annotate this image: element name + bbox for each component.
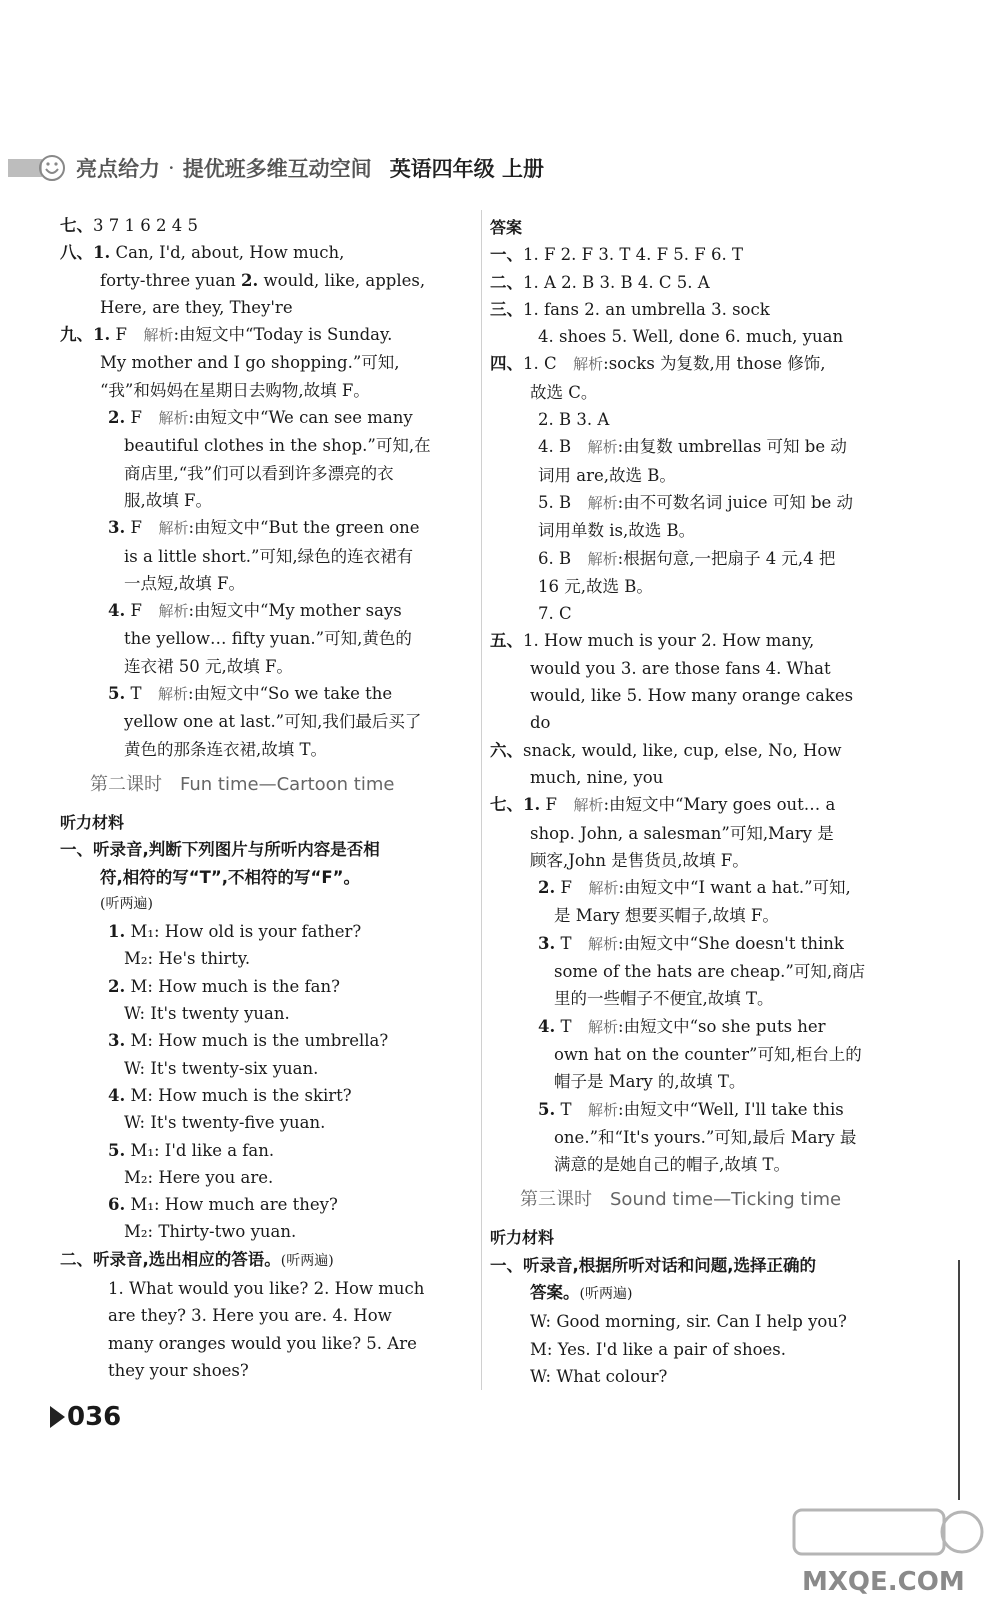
a4-item-4-line-1: :由复数 umbrellas 可知 be 动 xyxy=(617,437,847,457)
s9-item-3-number: 3. xyxy=(108,518,126,538)
q1-instruction-line-1: 听录音,判断下列图片与所听内容是否相 xyxy=(93,840,380,860)
s8-line-2: forty-three yuan xyxy=(100,270,236,290)
a4-item-4: 4. B xyxy=(538,437,572,457)
a7-item-1-answer: F xyxy=(545,795,557,815)
a4-item-6-line-1: :根据句意,一把扇子 4 元,4 把 xyxy=(617,548,836,568)
l3-q1-note: (听两遍) xyxy=(579,1285,633,1302)
answer-2-number: 二、 xyxy=(490,272,523,292)
s9-item-4-answer: F xyxy=(130,601,142,621)
column-divider xyxy=(481,210,482,1390)
a7-item-1-line-2: shop. John, a salesman”可知,Mary 是 xyxy=(530,823,834,843)
s9-item-3-line-3: 一点短,故填 F。 xyxy=(124,573,245,593)
a4-item-7: 7. C xyxy=(538,604,572,624)
listening-q1 xyxy=(60,836,472,1245)
s9-item-1-line-3: “我”和妈妈在星期日去购物,故填 F。 xyxy=(100,380,370,400)
a7-item-2-line-2: 是 Mary 想要买帽子,故填 F。 xyxy=(554,906,779,926)
s9-item-2-label: 解析 xyxy=(158,409,189,428)
s8-item-1-number: 1. xyxy=(93,243,111,263)
brand-logo-icon xyxy=(8,153,68,183)
a7-item-1-line-3: 顾客,John 是售货员,故填 F。 xyxy=(530,850,749,870)
q1-number: 一、 xyxy=(60,840,93,860)
answer-section-4 xyxy=(490,350,890,627)
answer-section-7 xyxy=(490,791,890,1178)
a7-item-1-line-1: :由短文中“Mary goes out… a xyxy=(603,795,836,815)
s9-item-2-line-3: 商店里,“我”们可以看到许多漂亮的衣 xyxy=(124,463,394,483)
a7-item-3-line-1: :由短文中“She doesn't think xyxy=(618,933,844,953)
s9-item-1-label: 解析 xyxy=(143,326,174,345)
section-7-answers: 3 7 1 6 2 4 5 xyxy=(93,216,198,235)
a7-item-5-line-2: one.”和“It's yours.”可知,最后 Mary 最 xyxy=(554,1127,857,1147)
s9-item-5-line-1: :由短文中“So we take the xyxy=(188,684,393,704)
a7-item-4-line-2: own hat on the counter”可知,柜台上的 xyxy=(554,1044,862,1064)
q2-line-1: 1. What would you like? 2. How much xyxy=(108,1278,425,1298)
header-separator: · xyxy=(168,156,175,180)
a7-item-5-line-3: 满意的是她自己的帽子,故填 T。 xyxy=(554,1155,790,1175)
a4-item-4-label: 解析 xyxy=(587,438,618,457)
header-subtitle: 提优班多维互动空间 xyxy=(182,157,372,181)
dialog-6-line-b: M₂: Thirty-two yuan. xyxy=(124,1222,297,1242)
answer-6-line-2: much, nine, you xyxy=(530,767,664,787)
a4-item-5-line-1: :由不可数名词 juice 可知 be 动 xyxy=(617,492,854,512)
page-number xyxy=(50,1402,121,1432)
listening-material-heading: 听力材料 xyxy=(60,812,125,832)
q2-line-4: they your shoes? xyxy=(108,1360,249,1380)
q2-line-2: are they? 3. Here you are. 4. How xyxy=(108,1306,392,1326)
s9-item-3-line-1: :由短文中“But the green one xyxy=(188,518,420,538)
dialog-6-line-a: M₁: How much are they? xyxy=(130,1195,338,1215)
page-edge-line xyxy=(958,1260,960,1500)
a4-item-1-label: 解析 xyxy=(573,355,604,374)
watermark-site-text: MXQE.COM xyxy=(802,1567,965,1597)
a7-item-4-line-3: 帽子是 Mary 的,故填 T。 xyxy=(554,1072,746,1092)
s9-item-2-number: 2. xyxy=(108,408,126,428)
dialog-1-line-b: M₂: He's thirty. xyxy=(124,949,251,969)
s9-item-2-line-1: :由短文中“We can see many xyxy=(188,408,413,428)
a4-item-1-line-2: 故选 C。 xyxy=(530,382,598,402)
a7-item-5-line-1: :由短文中“Well, I'll take this xyxy=(618,1099,844,1119)
s9-item-4-line-1: :由短文中“My mother says xyxy=(188,601,402,621)
l3-q1-number: 一、 xyxy=(490,1255,523,1275)
answer-5-line-1: 1. How much is your 2. How many, xyxy=(523,631,815,651)
a7-item-1-label: 解析 xyxy=(573,796,604,815)
q2-note: (听两遍) xyxy=(280,1252,334,1269)
lesson-3-title: 第三课时 Sound time—Ticking time xyxy=(520,1189,842,1211)
a4-item-6-line-2: 16 元,故选 B。 xyxy=(538,576,653,596)
answer-5-line-2: would you 3. are those fans 4. What xyxy=(530,658,831,678)
listening-q2 xyxy=(60,1246,472,1384)
answer-section-2 xyxy=(490,269,890,296)
dialog-3-line-a: M: How much is the umbrella? xyxy=(130,1031,389,1051)
dialog-3-line-b: W: It's twenty-six yuan. xyxy=(124,1058,319,1078)
dialog-2-number: 2. xyxy=(108,976,126,996)
dialog-4-line-a: M: How much is the skirt? xyxy=(130,1085,352,1105)
a4-items-2-3: 2. B 3. A xyxy=(538,410,610,430)
a7-item-2-number: 2. xyxy=(538,878,556,898)
a4-item-5-line-2: 词用单数 is,故选 B。 xyxy=(538,521,696,541)
a4-item-6: 6. B xyxy=(538,548,572,568)
s9-item-2-line-2: beautiful clothes in the shop.”可知,在 xyxy=(124,436,431,456)
dialog-5-number: 5. xyxy=(108,1140,126,1160)
a4-item-1: 1. C xyxy=(523,354,557,374)
s9-item-4-number: 4. xyxy=(108,601,126,621)
dialog-1-number: 1. xyxy=(108,922,126,942)
a4-item-6-label: 解析 xyxy=(587,549,618,568)
answer-1-text: 1. F 2. F 3. T 4. F 5. F 6. T xyxy=(523,245,743,265)
l3-dialog-line-3: W: What colour? xyxy=(530,1366,668,1386)
l3-dialog-line-1: W: Good morning, sir. Can I help you? xyxy=(530,1312,847,1332)
answer-7-number: 七、 xyxy=(490,795,523,815)
dialog-6-number: 6. xyxy=(108,1195,126,1215)
a7-item-5-answer: T xyxy=(560,1099,572,1119)
q2-number: 二、 xyxy=(60,1249,93,1269)
answer-4-number: 四、 xyxy=(490,354,523,374)
dialog-1-line-a: M₁: How old is your father? xyxy=(130,922,362,942)
a7-item-4-label: 解析 xyxy=(588,1017,619,1036)
page-number-text: 036 xyxy=(67,1402,122,1432)
a7-item-2-answer: F xyxy=(560,878,572,898)
q1-note: (听两遍) xyxy=(100,895,153,912)
answer-5-number: 五、 xyxy=(490,631,523,651)
answers-heading: 答案 xyxy=(490,218,523,237)
s8-line-1: Can, I'd, about, How much, xyxy=(115,243,345,263)
s9-item-2-line-4: 服,故填 F。 xyxy=(124,490,212,510)
answer-5-line-3: would, like 5. How many orange cakes xyxy=(530,686,854,706)
s9-item-1-answer: F xyxy=(115,325,127,345)
a7-item-3-label: 解析 xyxy=(588,934,619,953)
s9-item-5-line-2: yellow one at last.”可知,我们最后买了 xyxy=(124,712,422,732)
header-book-title: 英语四年级 上册 xyxy=(389,157,544,181)
page-header xyxy=(8,148,708,188)
answer-section-1 xyxy=(490,241,890,268)
dialog-2-line-b: W: It's twenty yuan. xyxy=(124,1004,290,1024)
a4-item-5-label: 解析 xyxy=(587,493,618,512)
a7-item-5-number: 5. xyxy=(538,1099,556,1119)
answer-3-number: 三、 xyxy=(490,299,523,319)
s9-item-1-line-2: My mother and I go shopping.”可知, xyxy=(100,353,400,373)
s8-item-2-number: 2. xyxy=(241,270,259,290)
answer-5-line-4: do xyxy=(530,713,551,733)
s8-line-2-rest: would, like, apples, xyxy=(263,270,426,290)
answer-1-number: 一、 xyxy=(490,245,523,265)
a7-item-3-answer: T xyxy=(560,933,572,953)
section-8 xyxy=(60,239,472,321)
dialog-5-line-b: M₂: Here you are. xyxy=(124,1167,274,1187)
dialog-3-number: 3. xyxy=(108,1031,126,1051)
s9-item-5-answer: T xyxy=(130,684,142,704)
section-9 xyxy=(60,321,472,763)
a7-item-3-number: 3. xyxy=(538,933,556,953)
answer-section-5 xyxy=(490,627,890,736)
dialog-4-line-b: W: It's twenty-five yuan. xyxy=(124,1113,326,1133)
a7-item-4-line-1: :由短文中“so she puts her xyxy=(618,1016,826,1036)
s9-item-4-line-3: 连衣裙 50 元,故填 F。 xyxy=(124,656,293,676)
answer-2-text: 1. A 2. B 3. B 4. C 5. A xyxy=(523,272,710,292)
q2-line-3: many oranges would you like? 5. Are xyxy=(108,1333,417,1353)
l3-dialog-line-2: M: Yes. I'd like a pair of shoes. xyxy=(530,1339,786,1359)
l3-q1-instruction-line-2: 答案。 xyxy=(530,1282,580,1302)
s9-item-3-label: 解析 xyxy=(158,519,189,538)
answer-6-number: 六、 xyxy=(490,740,523,760)
a7-item-4-answer: T xyxy=(560,1016,572,1036)
section-7 xyxy=(60,212,472,239)
dialog-4-number: 4. xyxy=(108,1085,126,1105)
a7-item-4-number: 4. xyxy=(538,1016,556,1036)
answer-section-6 xyxy=(490,737,890,792)
answer-6-line-1: snack, would, like, cup, else, No, How xyxy=(523,740,842,760)
a4-item-5: 5. B xyxy=(538,492,572,512)
watermark-logo-icon xyxy=(790,1500,990,1600)
s9-item-4-line-2: the yellow… fifty yuan.”可知,黄色的 xyxy=(124,629,412,649)
l3-q1-instruction-line-1: 听录音,根据所听对话和问题,选择正确的 xyxy=(523,1255,817,1275)
a7-item-3-line-3: 里的一些帽子不便宜,故填 T。 xyxy=(554,989,774,1009)
a4-item-1-line-1: :socks 为复数,用 those 修饰, xyxy=(603,354,826,374)
section-8-number: 八、 xyxy=(60,243,93,263)
s9-item-2-answer: F xyxy=(130,408,142,428)
lesson3-listening-q1 xyxy=(490,1252,890,1390)
a7-item-5-label: 解析 xyxy=(588,1100,619,1119)
dialog-5-line-a: M₁: I'd like a fan. xyxy=(130,1140,275,1160)
s8-line-3: Here, are they, They're xyxy=(100,297,293,317)
q2-instruction: 听录音,选出相应的答语。 xyxy=(93,1249,281,1269)
right-column xyxy=(490,210,890,1390)
s9-item-3-line-2: is a little short.”可知,绿色的连衣裙有 xyxy=(124,546,414,566)
lesson-2-title: 第二课时 Fun time—Cartoon time xyxy=(90,773,395,795)
play-arrow-icon xyxy=(50,1406,65,1428)
s9-item-5-number: 5. xyxy=(108,684,126,704)
s9-item-4-label: 解析 xyxy=(158,602,189,621)
header-brand: 亮点给力 xyxy=(76,157,160,181)
section-7-number: 七、 xyxy=(60,216,93,235)
a4-item-4-line-2: 词用 are,故选 B。 xyxy=(538,465,676,485)
s9-item-5-label: 解析 xyxy=(158,685,189,704)
answer-3-line-1: 1. fans 2. an umbrella 3. sock xyxy=(523,299,770,319)
a7-item-1-number: 1. xyxy=(523,795,541,815)
s9-item-3-answer: F xyxy=(130,518,142,538)
dialog-2-line-a: M: How much is the fan? xyxy=(130,976,340,996)
section-9-number: 九、 xyxy=(60,325,93,345)
s9-item-1-number: 1. xyxy=(93,325,111,345)
s9-item-5-line-3: 黄色的那条连衣裙,故填 T。 xyxy=(124,739,327,759)
left-column xyxy=(60,212,472,1384)
answer-section-3 xyxy=(490,296,890,351)
a7-item-2-line-1: :由短文中“I want a hat.”可知, xyxy=(618,878,851,898)
answer-3-line-2: 4. shoes 5. Well, done 6. much, yuan xyxy=(538,327,844,347)
a7-item-3-line-2: some of the hats are cheap.”可知,商店 xyxy=(554,962,866,982)
q1-instruction-line-2: 符,相符的写“T”,不相符的写“F”。 xyxy=(100,867,360,887)
s9-item-1-line-1: :由短文中“Today is Sunday. xyxy=(173,325,393,345)
listening-material-heading-2: 听力材料 xyxy=(490,1228,555,1248)
a7-item-2-label: 解析 xyxy=(588,879,619,898)
